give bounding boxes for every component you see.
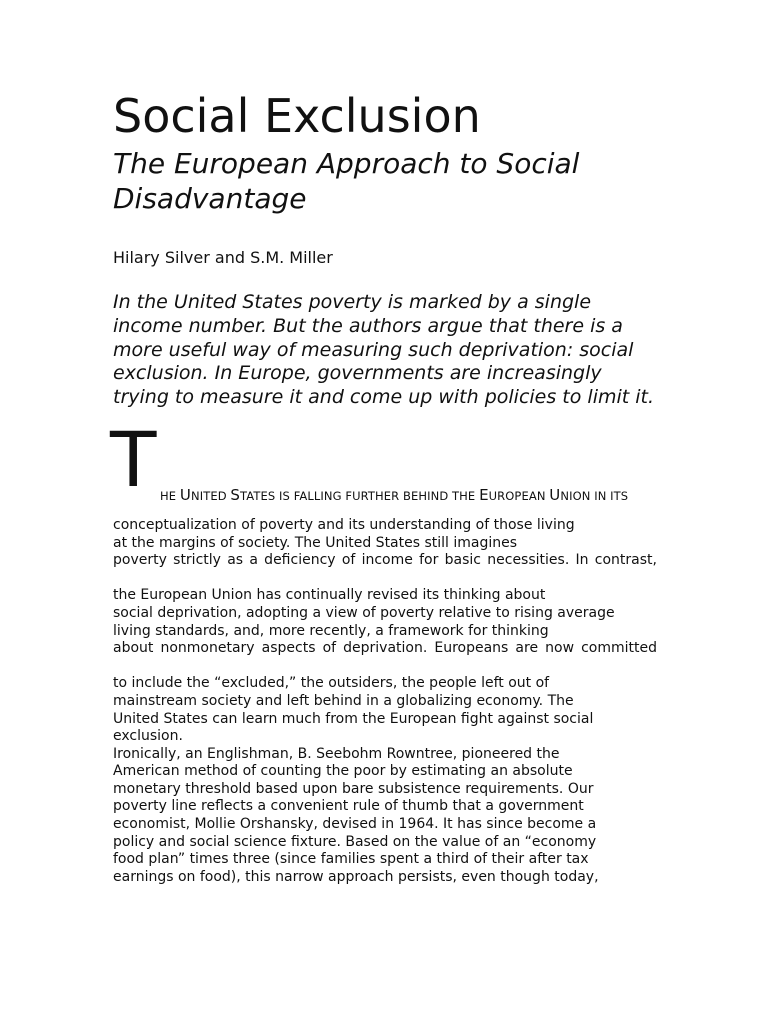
body-line: about nonmonetary aspects of deprivation. Europeans are now committed: [113, 640, 657, 657]
body-line: United States can learn much from the European fight against social: [113, 710, 594, 727]
body-line: food plan” times three (since families spent a third of their after tax: [113, 851, 589, 868]
body-line: poverty line reflects a convenient rule of thumb that a government: [113, 798, 584, 815]
body-line: mainstream society and left behind in a globalizing economy. The: [113, 692, 574, 709]
article: [110, 88, 657, 886]
body-line: economist, Mollie Orshansky, devised in 1964. It has since become a: [113, 816, 597, 833]
body-line: living standards, and, more recently, a framework for thinking: [113, 622, 549, 639]
article-deck: In the United States poverty is marked by a single income number. But the authors argue that there is a more useful way of measuring such deprivation: social exclusion. In Europe, governments are increasingly trying to measure it and come up with policies to limit it.: [113, 291, 655, 409]
article-body: [113, 517, 657, 886]
body-line: social deprivation, adopting a view of poverty relative to rising average: [113, 604, 615, 621]
lead-paragraph-opening: [110, 414, 657, 506]
body-line: monetary threshold based upon bare subsistence requirements. Our: [113, 780, 594, 797]
body-line: at the margins of society. The United States still imagines: [113, 534, 518, 551]
body-line: American method of counting the poor by estimating an absolute: [113, 763, 573, 780]
drop-cap: T: [110, 414, 157, 504]
article-authors: Hilary Silver and S.M. Miller: [113, 248, 333, 267]
body-line: exclusion.: [113, 728, 183, 745]
body-line: conceptualization of poverty and its understanding of those living: [113, 516, 575, 533]
article-title: Social Exclusion: [113, 89, 481, 143]
body-line: Ironically, an Englishman, B. Seebohm Rowntree, pioneered the: [113, 745, 560, 762]
article-subtitle: The European Approach to Social Disadvantage: [113, 147, 580, 215]
lead-in-small-caps: HE UNITED STATES IS FALLING FURTHER BEHIND THE EUROPEAN UNION IN ITS: [160, 485, 629, 504]
body-line: the European Union has continually revised its thinking about: [113, 587, 546, 604]
body-line: to include the “excluded,” the outsiders, the people left out of: [113, 675, 550, 692]
body-line: earnings on food), this narrow approach persists, even though today,: [113, 868, 599, 885]
body-line: policy and social science fixture. Based on the value of an “economy: [113, 833, 597, 850]
body-line: poverty strictly as a deficiency of income for basic necessities. In contrast,: [113, 552, 657, 569]
